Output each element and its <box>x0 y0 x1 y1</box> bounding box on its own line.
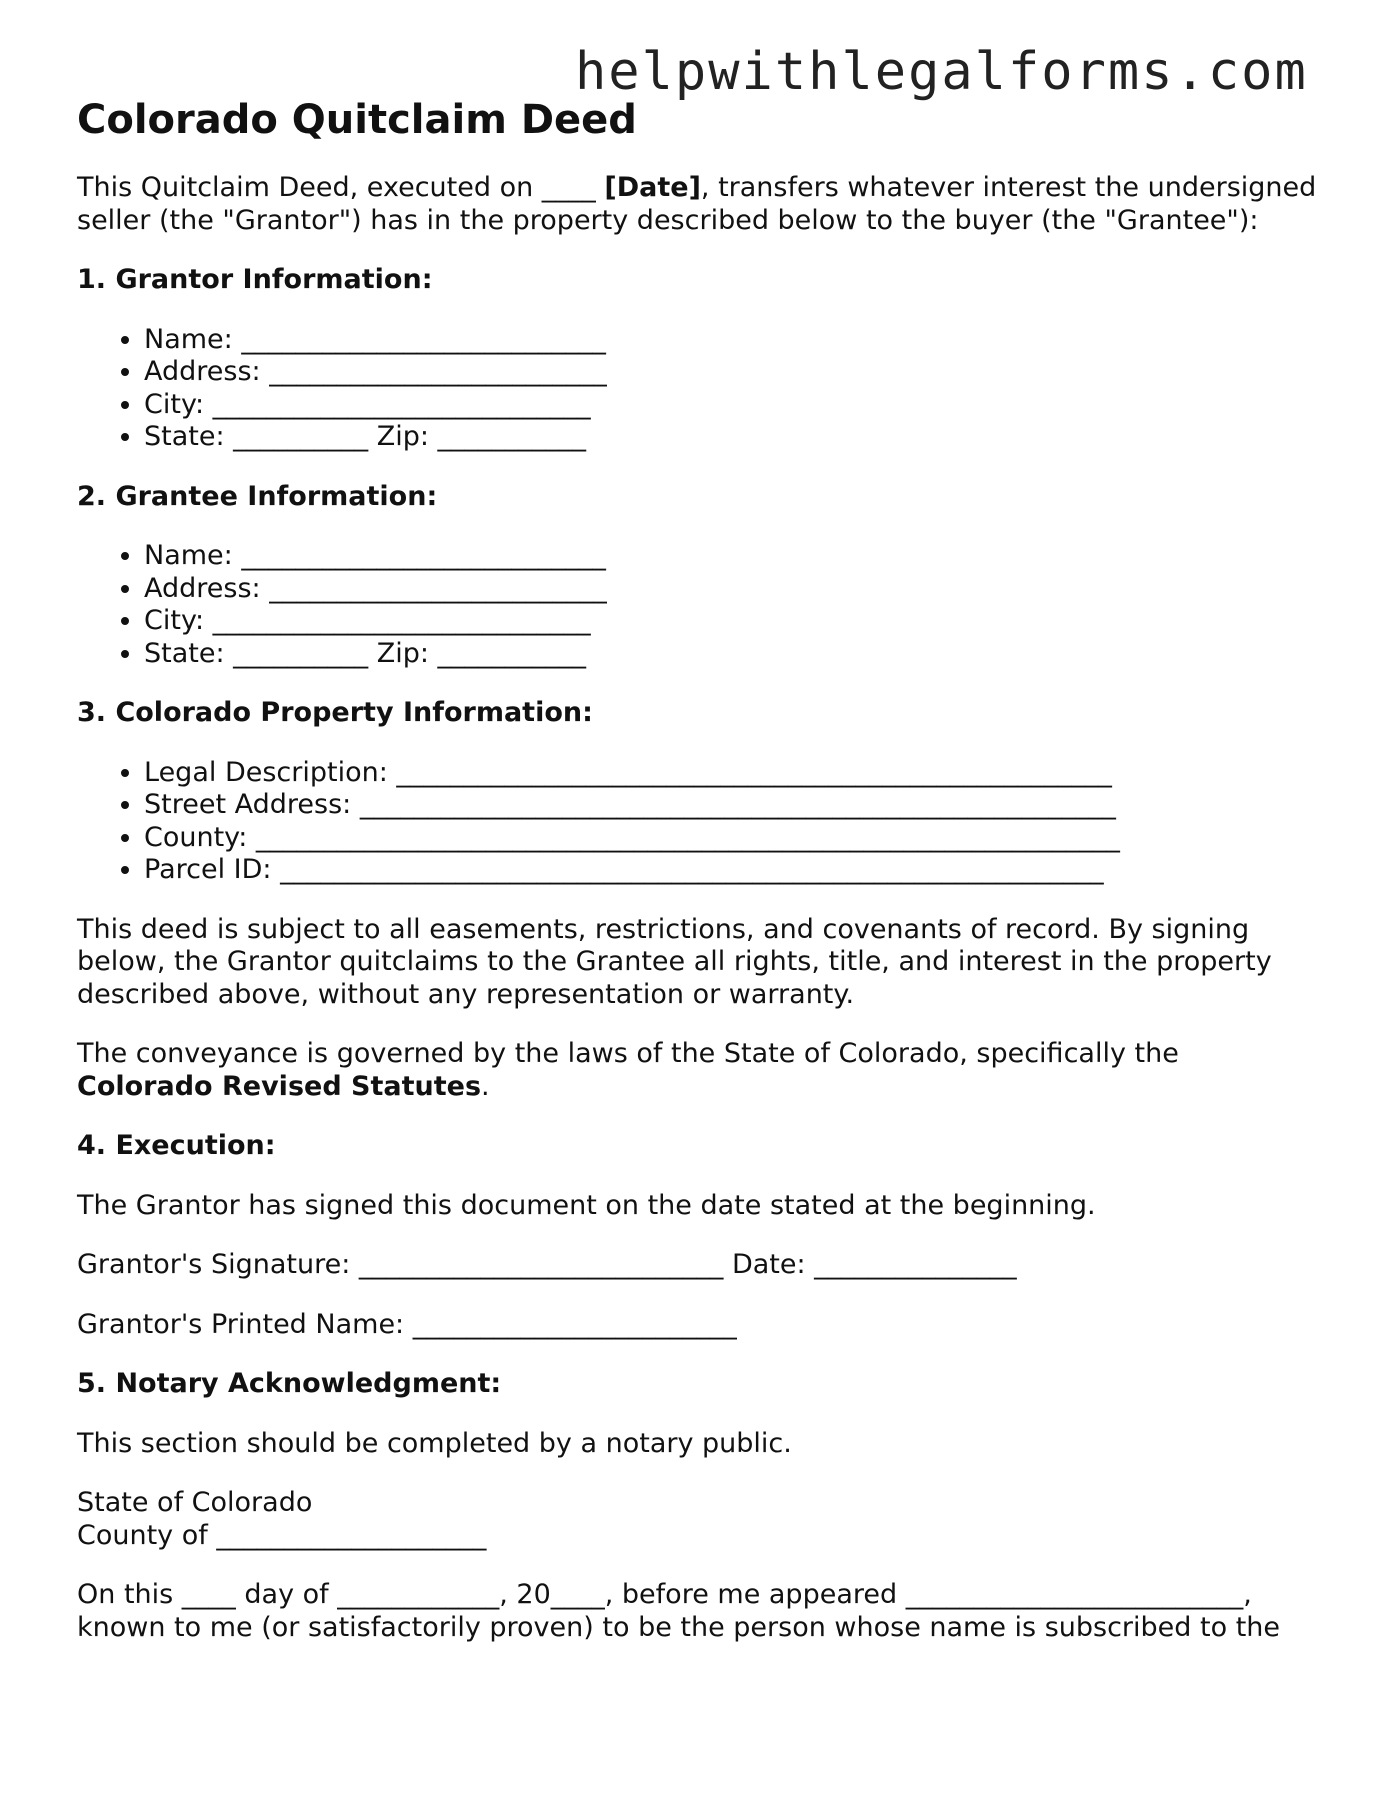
notary-county-line: County of ____________________ <box>77 1519 487 1551</box>
grantor-state-zip-field: • State: __________ Zip: ___________ <box>144 421 1317 454</box>
governing-text-end: . <box>481 1070 490 1102</box>
notary-instruction: This section should be completed by a notary public. <box>77 1427 792 1459</box>
grantee-heading: 2. Grantee Information: <box>77 480 438 512</box>
execution-text: The Grantor has signed this document on the date stated at the beginning. <box>77 1189 1096 1221</box>
intro-paragraph <box>77 172 1317 237</box>
property-field-list <box>77 757 1317 887</box>
governing-text-start: The conveyance is governed by the laws of the State of Colorado, specifically the <box>77 1038 1179 1069</box>
document-title: Colorado Quitclaim Deed <box>77 97 637 143</box>
parcel-id-field: • Parcel ID: _____________________________________________________________ <box>144 854 1317 887</box>
county-field: • County: ________________________________________________________________ <box>144 822 1317 855</box>
grantor-field-list <box>77 324 1317 454</box>
statute-name: Colorado Revised Statutes <box>77 1070 482 1102</box>
grantor-heading: 1. Grantor Information: <box>77 264 433 295</box>
street-address-field: • Street Address: ________________________________________________________ <box>144 789 1317 822</box>
governing-law-paragraph <box>77 1038 1317 1103</box>
grantee-city-field: • City: ____________________________ <box>144 605 1317 638</box>
notary-venue <box>77 1487 1317 1552</box>
watermark-site-name: helpwithlegalforms.com <box>575 42 1308 102</box>
document-page <box>77 92 1317 1671</box>
grantor-printed-name-line: Grantor's Printed Name: ________________________ <box>77 1308 737 1340</box>
intro-text-start: This Quitclaim Deed, executed on ____ <box>77 172 605 203</box>
grantor-city-field: • City: ____________________________ <box>144 389 1317 422</box>
grantor-name-field: • Name: ___________________________ <box>144 324 1317 357</box>
subject-paragraph: This deed is subject to all easements, restrictions, and covenants of record. By signing below, the Grantor quitclaims to the Grantee all rights, title, and interest in the property described above, without any representation or warranty. <box>77 913 1272 1010</box>
grantee-state-zip-field: • State: __________ Zip: ___________ <box>144 638 1317 671</box>
grantor-signature-line: Grantor's Signature: ___________________________ Date: _______________ <box>77 1249 1017 1280</box>
execution-heading: 4. Execution: <box>77 1130 276 1161</box>
legal-description-field: • Legal Description: _____________________________________________________ <box>144 757 1317 790</box>
property-heading: 3. Colorado Property Information: <box>77 697 593 728</box>
intro-text-end: , transfers whatever interest the undersigned seller (the "Grantor") has in the property described below to the buyer (the "Grantee"): <box>77 172 1317 236</box>
grantor-address-field: • Address: _________________________ <box>144 356 1317 389</box>
notary-state-line: State of Colorado <box>77 1487 313 1518</box>
date-placeholder: [Date] <box>604 172 701 203</box>
notary-heading: 5. Notary Acknowledgment: <box>77 1368 502 1399</box>
grantee-address-field: • Address: _________________________ <box>144 573 1317 606</box>
notary-appearance-paragraph: On this ____ day of ____________, 20____, before me appeared _________________________, known to me (or satisfactorily proven) to be the person whose name is subscribed to the <box>77 1579 1281 1643</box>
grantee-field-list <box>77 540 1317 670</box>
grantee-name-field: • Name: ___________________________ <box>144 540 1317 573</box>
